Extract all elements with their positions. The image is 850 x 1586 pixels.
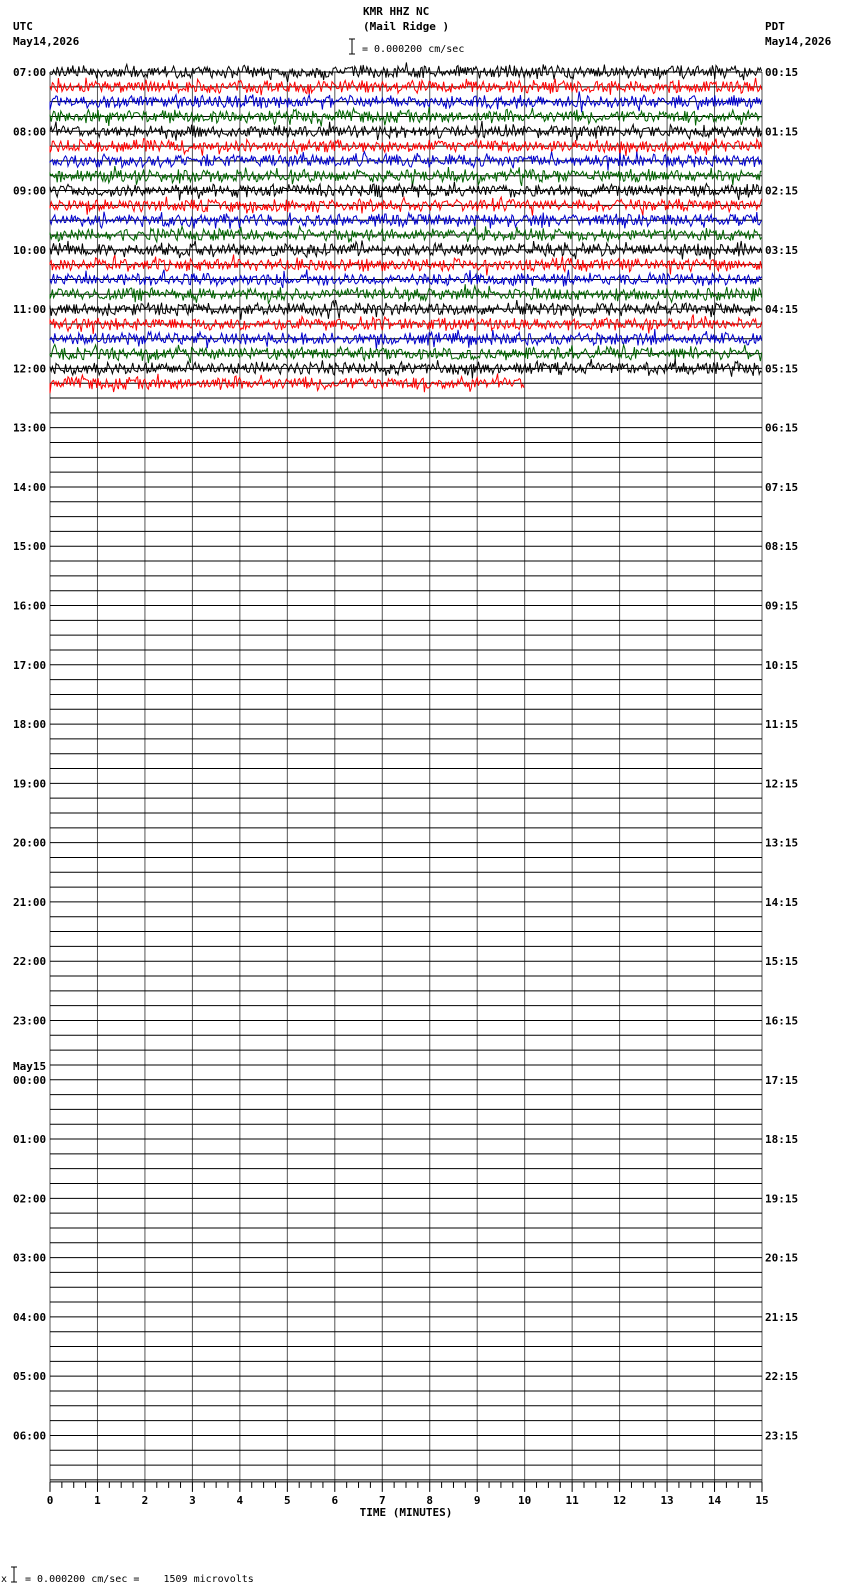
pdt-hour-label: 22:15 bbox=[765, 1370, 799, 1384]
x-tick-label: 6 bbox=[331, 1493, 339, 1507]
trace-line bbox=[50, 197, 762, 216]
footer-scale-label: = 0.000200 cm/sec = 1509 microvolts bbox=[25, 1574, 254, 1585]
x-tick-label: 0 bbox=[46, 1493, 54, 1507]
x-tick-label: 9 bbox=[473, 1493, 481, 1507]
pdt-hour-label: 13:15 bbox=[765, 836, 799, 850]
x-tick-label: 7 bbox=[378, 1493, 386, 1507]
utc-hour-label: 21:00 bbox=[13, 895, 47, 909]
trace-line bbox=[50, 270, 762, 288]
utc-hour-label: 11:00 bbox=[13, 303, 47, 317]
right-date: May14,2026 bbox=[765, 35, 832, 48]
x-tick-label: 10 bbox=[518, 1493, 532, 1507]
utc-hour-label: 04:00 bbox=[13, 1310, 47, 1324]
scale-label: = 0.000200 cm/sec bbox=[362, 44, 465, 55]
utc-hour-label: 20:00 bbox=[13, 836, 47, 850]
seismic-traces bbox=[50, 62, 762, 393]
pdt-hour-label: 02:15 bbox=[765, 184, 799, 198]
pdt-hour-label: 21:15 bbox=[765, 1310, 799, 1324]
utc-hour-label: 05:00 bbox=[13, 1370, 47, 1384]
left-date: May14,2026 bbox=[13, 35, 80, 48]
utc-hour-label: 14:00 bbox=[13, 480, 47, 494]
plot-grid bbox=[50, 72, 762, 1492]
utc-hour-label: 16:00 bbox=[13, 599, 47, 613]
x-tick-label: 5 bbox=[284, 1493, 291, 1507]
pdt-hour-label: 12:15 bbox=[765, 777, 799, 791]
utc-hour-label: 08:00 bbox=[13, 125, 47, 139]
utc-hour-label: 06:00 bbox=[13, 1429, 47, 1443]
x-tick-label: 8 bbox=[426, 1493, 434, 1507]
utc-hour-label: 02:00 bbox=[13, 1192, 47, 1206]
station-title: KMR HHZ NC bbox=[363, 5, 430, 18]
utc-hour-label: 09:00 bbox=[13, 184, 47, 198]
x-tick-label: 15 bbox=[755, 1493, 769, 1507]
utc-hour-label: 17:00 bbox=[13, 658, 47, 672]
pdt-hour-label: 08:15 bbox=[765, 540, 799, 554]
day-change-label: May15 bbox=[13, 1059, 47, 1073]
utc-hour-label: 23:00 bbox=[13, 1014, 47, 1028]
utc-hour-label: 19:00 bbox=[13, 777, 47, 791]
utc-hour-label: 22:00 bbox=[13, 955, 47, 969]
x-tick-label: 2 bbox=[141, 1493, 149, 1507]
pdt-hour-label: 23:15 bbox=[765, 1429, 799, 1443]
trace-line bbox=[50, 284, 762, 303]
pdt-hour-label: 20:15 bbox=[765, 1251, 799, 1265]
scale-bar-icons bbox=[11, 39, 355, 1582]
left-timezone: UTC bbox=[13, 20, 33, 33]
trace-line bbox=[50, 139, 762, 156]
pdt-hour-label: 11:15 bbox=[765, 718, 799, 732]
pdt-hour-label: 00:15 bbox=[765, 66, 799, 79]
utc-hour-label: 03:00 bbox=[13, 1251, 47, 1265]
pdt-hour-label: 07:15 bbox=[765, 480, 799, 494]
x-tick-label: 12 bbox=[612, 1493, 627, 1507]
pdt-hour-label: 09:15 bbox=[765, 599, 799, 613]
trace-line bbox=[50, 300, 762, 320]
pdt-hour-label: 10:15 bbox=[765, 658, 799, 672]
x-tick-label: 4 bbox=[236, 1493, 244, 1507]
x-tick-label: 1 bbox=[94, 1493, 101, 1507]
utc-hour-label: 10:00 bbox=[13, 243, 47, 257]
utc-hour-label: 07:00 bbox=[13, 66, 47, 79]
utc-hour-label: 01:00 bbox=[13, 1133, 47, 1147]
pdt-hour-label: 16:15 bbox=[765, 1014, 799, 1028]
pdt-hour-label: 01:15 bbox=[765, 125, 799, 139]
x-tick-label: 14 bbox=[707, 1493, 722, 1507]
utc-hour-label: 12:00 bbox=[13, 362, 47, 376]
x-axis-title: TIME (MINUTES) bbox=[359, 1505, 453, 1519]
station-site: (Mail Ridge ) bbox=[363, 20, 450, 33]
x-tick-label: 3 bbox=[189, 1493, 196, 1507]
trace-line bbox=[50, 121, 762, 141]
right-timezone: PDT bbox=[765, 20, 785, 33]
utc-hour-label: 00:00 bbox=[13, 1073, 47, 1087]
pdt-hour-label: 19:15 bbox=[765, 1192, 799, 1206]
x-tick-label: 11 bbox=[565, 1493, 579, 1507]
axis-labels bbox=[13, 66, 798, 1519]
utc-hour-label: 13:00 bbox=[13, 421, 47, 435]
pdt-hour-label: 17:15 bbox=[765, 1073, 799, 1087]
pdt-hour-label: 18:15 bbox=[765, 1133, 799, 1147]
footer-marker: x bbox=[1, 1574, 8, 1585]
x-tick-label: 13 bbox=[660, 1493, 674, 1507]
pdt-hour-label: 14:15 bbox=[765, 895, 799, 909]
trace-line bbox=[50, 359, 762, 379]
utc-hour-label: 15:00 bbox=[13, 540, 47, 554]
pdt-hour-label: 15:15 bbox=[765, 955, 799, 969]
trace-line bbox=[50, 329, 762, 349]
trace-line bbox=[50, 226, 762, 242]
pdt-hour-label: 03:15 bbox=[765, 243, 799, 257]
pdt-hour-label: 05:15 bbox=[765, 362, 799, 376]
pdt-hour-label: 04:15 bbox=[765, 303, 799, 317]
pdt-hour-label: 06:15 bbox=[765, 421, 799, 435]
utc-hour-label: 18:00 bbox=[13, 718, 47, 732]
